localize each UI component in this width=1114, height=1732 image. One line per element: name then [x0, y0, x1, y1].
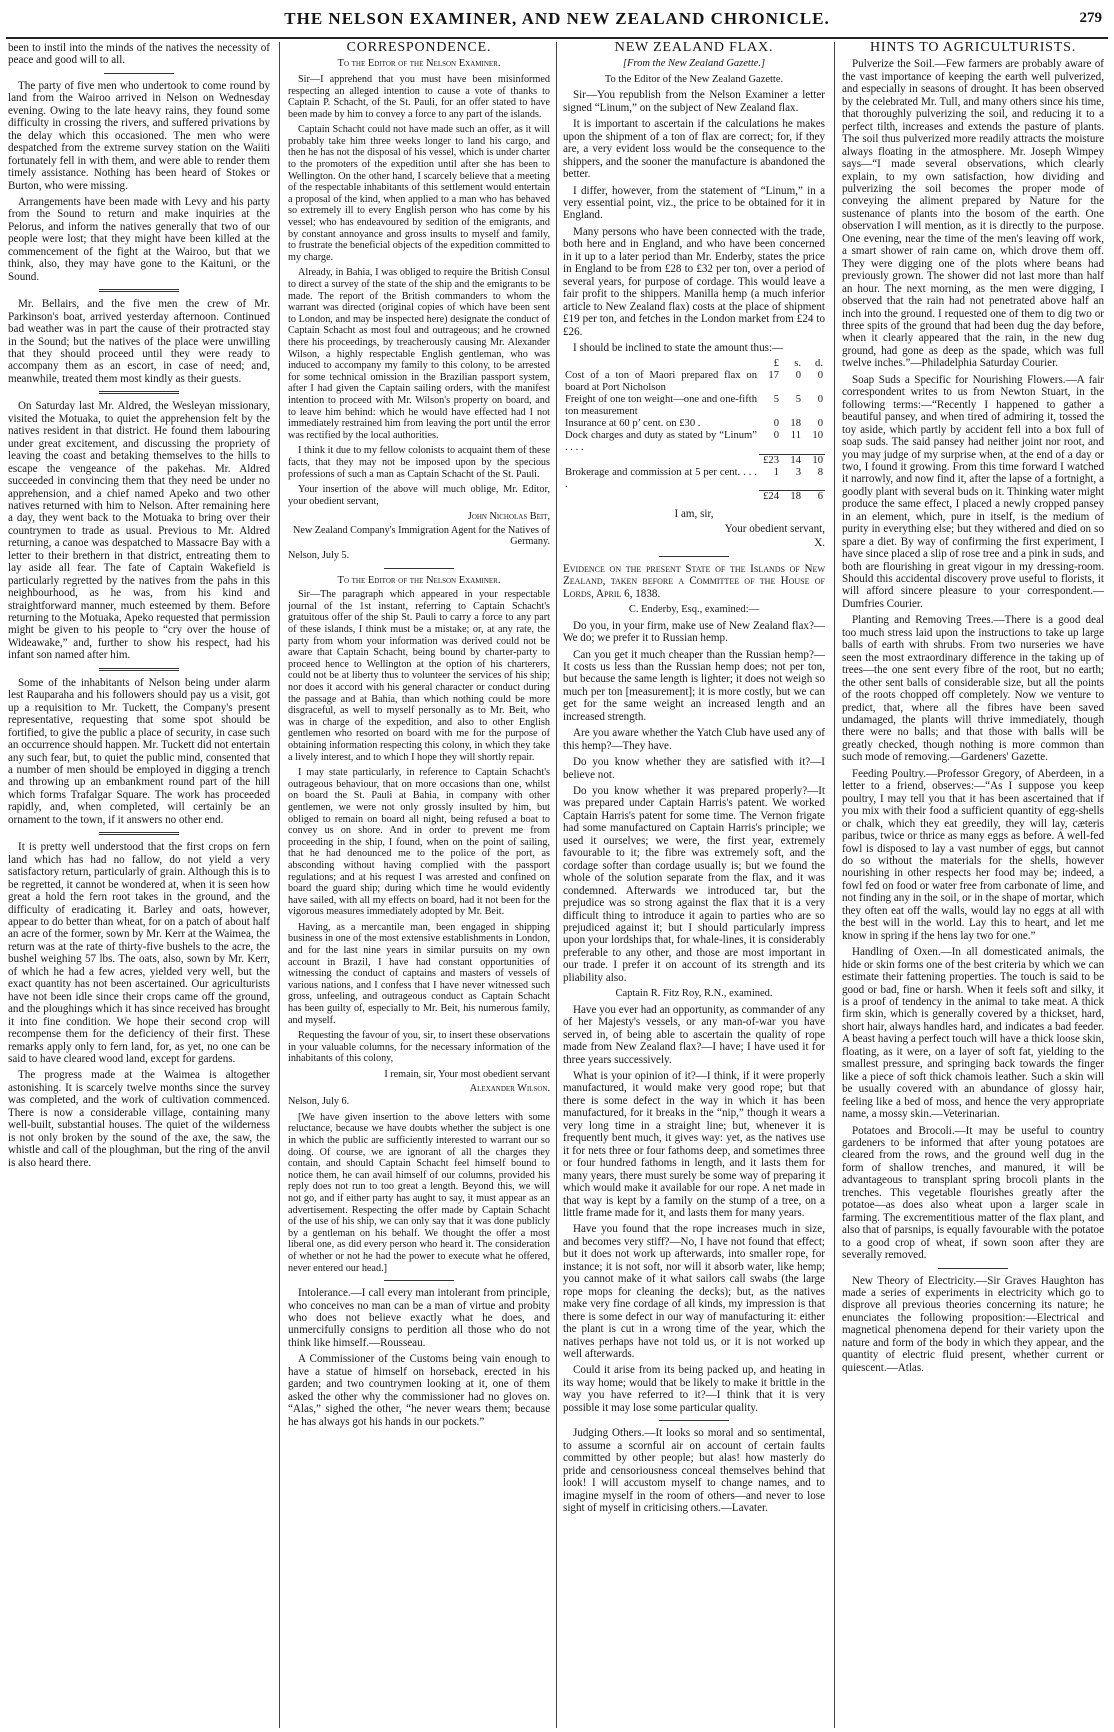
cost-pence: 0 [817, 370, 823, 382]
cost-row [563, 430, 825, 454]
evidence-heading: Evidence on the present State of the Islands of New Zealand, taken before a Committee of the House of Lords, April 6, 1838. [563, 562, 825, 600]
cost-row [563, 370, 825, 394]
letter-paragraph: I think it due to my fellow colonists to acquaint them of these facts, that they may not be imposed upon by the specious professions of such a man as Captain Schacht of the St. Pauli. [288, 445, 550, 480]
letter-signature: Alexander Wilson. [469, 1082, 550, 1094]
divider [384, 568, 454, 569]
letter-address: To the Editor of the Nelson Examiner. [337, 574, 501, 586]
quote-paragraph: Judging Others.—It looks so moral and so sentimental, to assume a scornful air on account of certain faults committed by other people; but alas! how masterly do pride and censoriousness conceal themselves behind that look! I will accustom myself to change names, and to imagine myself in the room of others—and never to lose sight of myself in criticising others.—Lavater. [563, 1427, 825, 1514]
section-heading: NEW ZEALAND FLAX. [614, 42, 774, 55]
evidence-paragraph: Do you know whether they are satisfied with it?—I believe not. [563, 756, 825, 781]
newspaper-columns [8, 42, 1108, 1728]
divider [104, 73, 174, 74]
divider [99, 832, 179, 835]
masthead [0, 0, 1114, 38]
cost-pounds: £24 [759, 491, 781, 504]
letter-paragraph: I differ, however, from the statement of “Linum,” in a very essential point, viz., the price to be obtained for it in England. [563, 184, 825, 222]
column-local-news [8, 42, 270, 1728]
hint-paragraph: Pulverize the Soil.—Few farmers are probably aware of the vast importance of keeping the earth well pulverized, and especially in seasons of drought. It has been observed by the celebrated Mr. Tull, and many others since his time, that thoroughly pulverizing the soil, and reducing it to a perfect tilth, increases and extends the pasture of plants. The soil thus pulverized more readily attracts the moisture always floating in the atmosphere. Mr. Joseph Wimpey says—“I made several observations, which clearly explain, to my own satisfaction, how dividing and pulverizing the soil becomes the proper mode of conveying the aliment prepared by Nature for the sustenance of plants into the bosom of the earth. One observation I will mention, as it is directly to the purpose. One evening, near the time of the men's leaving off work, a smart shower of rain came on, which drove them off. They were digging one of the plots where beans had previously grown. The shower did not last more than half an hour. The next morning, as the men were digging, I observed that the rain had not penetrated above half an inch into the ground. I requested one of them to dig two or three spits of the ground that had been dug the day before, when it clearly appeared that the rain, in the new dug ground, had gone as deep as the spade, which was full twelve inches.”—Philadelphia Saturday Courier. [842, 58, 1104, 370]
header-rule [6, 37, 1108, 39]
evidence-paragraph: Are you aware whether the Yatch Club have used any of this hemp?—They have. [563, 727, 825, 752]
letter-closing: I remain, sir, Your most obedient servant [384, 1069, 550, 1080]
letter-address: To the Editor of the New Zealand Gazette. [604, 73, 784, 85]
article-paragraph: Arrangements have been made with Levy and his party from the Sound to return and make inquiries at the Pelorus, and inform the natives generally that two of our people were lost; that they might have been killed at the commencement of the fight at the Wairoo, but that we think, also, they may have gone to the Kaituni, or the Sound. [8, 195, 270, 283]
cost-currency: £ [773, 358, 779, 370]
cost-pounds: 0 [773, 430, 779, 442]
hint-paragraph: New Theory of Electricity.—Sir Graves Haughton has made a series of experiments in electricity which go to disprove all previous theories concerning its nature; he enunciates the following proposition:—Electrical and magnetical phenomena depend for their variety upon the nature and form of the body in which they appear, and the quantity of electric fluid present, whether current or quiescent.—Atlas. [842, 1274, 1104, 1374]
article-paragraph: Mr. Bellairs, and the five men the crew of Mr. Parkinson's boat, arrived yesterday afternoon. Continued bad weather was in part the cause of their protracted stay in the Sound; but the natives of the place were unwilling that they should proceed until they were ready to accompany them as an escort, in case of need; and, meanwhile, treated them most kindly as their guests. [8, 298, 270, 385]
letter-paragraph: Your insertion of the above will much oblige, Mr. Editor, your obedient servant, [288, 484, 550, 507]
evidence-paragraph: Can you get it much cheaper than the Russian hemp?—It costs us less than the Russian hemp does; not per ton, but because the same length is lighter; it does not weigh so much per ton [measurement]; it is more costly, but we can get for the same weight an increased length and an increased strength. [563, 648, 825, 723]
cost-pounds: 5 [773, 394, 779, 406]
cost-shillings: 0 [795, 370, 801, 382]
cost-pence: 0 [817, 394, 823, 406]
letter-paragraph: It is important to ascertain if the calculations he makes upon the shipment of a ton of flax are correct; for, if they are, a very evident loss would be the consequence to the shippers, and the sooner the manufacture is abandoned the better. [563, 118, 825, 181]
page-number: 279 [1079, 10, 1102, 26]
cost-pence: 10 [803, 454, 825, 467]
letter-date: Nelson, July 5. [288, 550, 350, 562]
cost-row [563, 394, 825, 418]
anecdote-paragraph: A Commissioner of the Customs being vain enough to have a statue of himself on horseback, erected in his garden; and two countrymen looking at it, one of them asked the other why the commissioner had no gloves on. “Alas,” sighed the other, “he never wears them; because he has always got his hands in our pockets.” [288, 1353, 550, 1428]
cost-currency: d. [815, 358, 823, 370]
letter-closing: I am, sir, [674, 508, 714, 521]
hint-paragraph: Soap Suds a Specific for Nourishing Flowers.—A fair correspondent writes to us from Newton Stuart, in the following terms:—“Recently I happened to gather a beautiful pansey, and when tired of admiring it, tossed the toy aside, which partly by accident fell into a box full of soap suds. The said pansey had neither joint nor root, and you may judge of my surprise when, at the end of a day or two, I found it growing. From this time forward I watched it narrowly, and now find it, after the lapse of a fortnight, a goodly plant with several buds on it. Thinking water might produce the same effect, I placed a newly cropped pansey in an element, which, pure in itself, is the medium of purity in everything else; but they withered and died on so spare a diet. By way of confirming the first experiment, I have since placed a slip of rose tree and a pink in suds, and both are flourishing in great vigour in my dressing-room. Should this accidental discovery prove useful to florists, it will afford sincere pleasure to your correspondent.—Dumfries Courier. [842, 373, 1104, 610]
evidence-paragraph: Could it arise from its being packed up, and heating in its way home; would that be likely to make it brittle in the way you have referred to it?—I think that it is very possible it may lose some particular quality. [563, 1364, 825, 1414]
evidence-paragraph: Have you ever had an opportunity, as commander of any of her Majesty's vessels, or any man-of-war you have served in, of being able to ascertain the quality of rope made from New Zealand flax?—I have; I have used it for three years successively. [563, 1003, 825, 1066]
column-agriculture [842, 42, 1104, 1728]
hint-paragraph: Planting and Removing Trees.—There is a good deal too much stress laid upon the instructions to take up large balls of earth with shrubs. From two nurseries we have seen the most extraordinary difference in the taking up of trees—the one sent every fibre of the root, but no earth; the other sent balls of considerable size, but all the points of the roots chopped off completely. Now we venture to predict, that, where all the fibres have been saved undamaged, the plants will thrive immediately, though there were no balls; and that those with balls will be greatly checked, though nothing is more common than such mode of removing.—Gardeners' Gazette. [842, 614, 1104, 764]
column-flax [563, 42, 825, 1728]
letter-paragraph: Captain Schacht could not have made such an offer, as it will probably take him three weeks longer to land his cargo, and then he has not the disposal of his vessel, which is under charter to the promoters of the expedition until after she has been to Wellington. On the other hand, I scarcely believe that a meeting of the respectable inhabitants of this settlement would entertain a proposal of the kind, when applied to a man who has behaved so extremely ill to every English person who has come by his vessel; who has endeavoured by sedition of the emigrants, and by constant annoyance and gross insults to myself and family, to frustrate the beneficial objects of the expedition committed to my charge. [288, 124, 550, 263]
cost-item: Dock charges and duty as stated by “Linum” . . . . [565, 430, 757, 454]
cost-pence: 10 [812, 430, 823, 442]
letter-paragraph: Sir—The paragraph which appeared in your respectable journal of the 1st instant, referring to Captain Schacht's gratuitous offer of the ship St. Pauli to carry a force to any part of these islands, I think must be a mistake; or, at any rate, the party from whom your information was derived could not be aware that Captain Schacht, being bound by charter-party to proceed hence to Wellington at the option of his charterers, could not be at liberty thus to volunteer the services of his ship; nor does it accord with his general character or conduct during the passage and at Bahia, than which nothing could be more disgraceful, as well to myself personally as to Mr. Beit, who was in charge of the expedition, and also to other English gentlemen who resorted on board with me for the purpose of obtaining information respecting this colony, in which they take a lively interest, and to which I hope they will shortly repair. [288, 589, 550, 763]
divider [99, 391, 179, 394]
column-divider [556, 42, 557, 1728]
cost-total-row [563, 491, 825, 504]
cost-pence: 6 [803, 491, 825, 504]
witness-name: C. Enderby, Esq., examined:— [628, 604, 760, 616]
source-line: [From the New Zealand Gazette.] [622, 58, 766, 70]
cost-row [563, 467, 825, 491]
divider [938, 1268, 1008, 1269]
cost-shillings: 18 [781, 491, 803, 504]
hint-paragraph: Handling of Oxen.—In all domesticated animals, the hide or skin forms one of the best criteria by which we can estimate their fattening properties. The touch is said to be good or bad, fine or harsh. When it feels soft and silky, it is a proof of tendency in the animal to take meat. A thick firm skin, which is generally covered by a thickset, hard, short hair, always handles hard, and indicates a bad feeder. A beast having a perfect touch will have a thick loose skin, floating, as it were, on a layer of soft fat, yielding to the smallest pressure, and springing back towards the finger like a piece of soft thick chamois leather. Such a skin will be usually covered with an abundance of glossy hair, feeling like a bed of moss, and hence the very appropriate name, a mossy skin.—Veterinarian. [842, 946, 1104, 1121]
cost-item: Freight of one ton weight—one and one-fifth ton measurement [565, 394, 757, 418]
cost-pence: 0 [817, 418, 823, 430]
cost-table [563, 358, 825, 503]
quote-paragraph: Intolerance.—I call every man intolerant from principle, who conceives no man can be a man of virtue and probity who does not believe exactly what he does, and unmercifully consigns to perdition all those who do not think like himself.—Rousseau. [288, 1287, 550, 1349]
cost-pounds: 1 [773, 466, 779, 478]
letter-paragraph: Sir—I apprehend that you must have been misinformed respecting an alleged intention to cause a vote of thanks to Captain P. Schacht, of the St. Pauli, for an offer stated to have been made by him to convey a force to any part of the islands. [288, 73, 550, 120]
cost-pounds: 17 [768, 370, 779, 382]
letter-paragraph: I may state particularly, in reference to Captain Schacht's outrageous behaviour, that on more occasions than one, whilst on board the St. Pauli at Bahia, in company with other gentlemen, we were not only grossly insulted by him, but obliged to remain on board all night, being refused a boat to convey us on shore. And in order to prevent me from proceeding in the ship, I found, when on the point of sailing, that he had denounced me to the police of the port, as absconding without having complied with the passport regulations; and at his request I was arrested and confined on board the guard ship; during which time he would evidently have sailed, with all my effects on board, had it not been for the vigorous measures immediately adopted by Mr. Beit. [288, 767, 550, 918]
cost-item: Insurance at 60 p’ cent. on £30 . [565, 418, 701, 430]
article-paragraph: The party of five men who undertook to come round by land from the Wairoo arrived in Nelson on Wednesday evening. Owing to the late heavy rains, they found some difficulty in crossing the rivers, and suffered privations by the delay which this occasioned. The men who were despatched from the extreme survey station on the Waiiti fortunately fell in with them, and were able to render them timely assistance. Nothing has been heard of Stokes or Burton, who were missing. [8, 79, 270, 192]
cost-shillings: 14 [781, 454, 803, 467]
hint-paragraph: Potatoes and Brocoli.—It may be useful to country gardeners to be informed that after young potatoes are cleared from the rows, and the ground well dug in the form of shallow trenches, and manured, it will be advantageous to transplant spring brocoli plants in the trenches. This vegetable flourishes greatly after the potatoe—as does also wheat upon a larger scale in farming. The excrementitious matter of the flax plant, and also that of parsnips, is equally favourable with the potatoe to a good crop of wheat, if sown soon after they are severally removed. [842, 1124, 1104, 1262]
evidence-paragraph: What is your opinion of it?—I think, if it were properly manufactured, it would make very good rope; but that there is some defect in the way in which it has been manufactured, for it breaks in the “nip,” though it wears a very long time in a straight line; but, whenever it is frequently bent much, it gives way: yet, as the natives use it for nets three or four fathoms deep, and sometimes three or four hundred fathoms in length, and it lasts them for many years, there must surely be some way of preparing it which would make it available for our rope. A net made in that way is kept by a family on the stump of a tree, on a little frame made for it, and lasts them for many years. [563, 1070, 825, 1219]
cost-pence: 8 [817, 466, 823, 478]
divider [99, 289, 179, 292]
cost-pounds: 0 [773, 418, 779, 430]
evidence-paragraph: Have you found that the rope increases much in size, and becomes very stiff?—No, I have not found that effect; but it does not work up afterwards, into smaller rope, for instance; it is not soft, nor will it absorb water, like hemp; you cannot make of it what sailors call swabs (the large rope mops for cleaning the decks); but, as the natives make very fine cordage of all kinds, my impression is that there is some defect in our way of manufacturing it: either the plant is cut in a wrong time of the year, which the natives perhaps have not told us, or it is not worked up well afterwards. [563, 1223, 825, 1360]
section-heading: HINTS TO AGRICULTURISTS. [869, 42, 1077, 55]
letter-signature-title: New Zealand Company's Immigration Agent for the Natives of Germany. [292, 524, 550, 548]
letter-paragraph: Having, as a mercantile man, been engaged in shipping business in one of the most extensive establishments in London, and for the last nine years in similar pursuits on my own account in Brazil, I have had constant opportunities of witnessing the conduct of captains and masters of vessels of various nations, and I confess that I have never witnessed such gross, unfeeling, and outrageous conduct as Captain Schacht has been guilty of, especially to Mr. Beit, his numerous family, and myself. [288, 921, 550, 1026]
hint-paragraph: Feeding Poultry.—Professor Gregory, of Aberdeen, in a letter to a friend, observes:—“As I suppose you keep poultry, I may tell you that it has been ascertained that if you mix with their food a sufficient quantity of egg-shells or chalk, which they eat greedily, they will lay, cæteris paribus, twice or thrice as many eggs as before. A well-fed fowl is disposed to lay a vast number of eggs, but cannot do so without the materials for the shells, however nourishing in other respects her food may be; indeed, a fowl fed on food or water free from carbonate of lime, and not finding any in the soil, or in the shape of mortar, which they often eat off the walls, would lay no eggs at all with the best will in the world. Lay this to heart, and let me know in spring if the hens lay two for one.” [842, 767, 1104, 942]
column-correspondence [288, 42, 550, 1728]
cost-shillings: 5 [795, 394, 801, 406]
editorial-note: [We have given insertion to the above letters with some reluctance, because we have doubts whether the subject is one in which the public are sufficiently interested to warrant our so doing. Of course, we are ignorant of all the charges they contain, and should Captain Schacht feel himself bound to notice them, he can avail himself of our columns, provided his reply does not run to too great a length. Beyond this, we will not go, and if either party has aught to say, it must appear as an advertisement. Respecting the offer made by Captain Schacht of the use of his ship, we can only say that it was done publicly by a gentleman on his behalf. We thought the offer a most liberal one, as did every person who heard it. The consideration of whether or not he had the power to execute what he offered, never entered our head.] [288, 1111, 550, 1274]
divider [659, 1420, 729, 1421]
letter-paragraph: Requesting the favour of you, sir, to insert these observations in your valuable columns, for the necessary information of the inhabitants of this colony, [288, 1030, 550, 1065]
letter-paragraph: I should be inclined to state the amount thus:— [573, 341, 784, 354]
cost-header-row [563, 358, 825, 370]
divider [659, 556, 729, 557]
letter-date: Nelson, July 6. [288, 1096, 350, 1108]
letter-paragraph: Sir—You republish from the Nelson Examiner a letter signed “Linum,” on the subject of New Zealand flax. [563, 89, 825, 114]
evidence-paragraph: Do you know whether it was prepared properly?—It was prepared under Captain Harris's patent. We worked Captain Harris's patent for some time. The Vernon frigate had some manufactured on Captain Harris's principle; we used it ourselves; we were, the first year, extremely favourable to it; the fibre was extremely soft, and the cordage softer than cordage usually is; but we found the whole of the solution separate from the flax, and it was condemned. Afterwards we introduced tar, but the prejudice was so strong against the flax that it is a very difficult thing to introduce it again to parties who are so prejudiced against it; but I should particularly impress upon your lordships that, for whale-lines, it is considerably preferable to any other, and those are most important in our trade. I prefer it on account of its strength and its pliability also. [563, 785, 825, 984]
letter-signature: X. [814, 537, 825, 550]
section-heading: CORRESPONDENCE. [346, 42, 492, 55]
letter-paragraph: Already, in Bahia, I was obliged to require the British Consul to direct a survey of the state of the ship and the emigrants to be made. The report of the British commanders to whom the warrant was directed (original copies of which have been sent to London, and may be inspected here) designate the conduct of Captain Schacht as most foul and outrageous; and he crowned there his proceedings, by treacherously causing Mr. Alexander Wilson, a highly respectable English gentleman, who was induced to accompany my family to this colony, to be arrested for some technical omission in the Brazilian passport system, after I had given the Captain sailing orders, with the manifest intention to proceed with Mr. Wilson's property on board, and to leave him behind: which he would have effected had I not immediately restrained him from leaving the port until the error was rectified by the local authorities. [288, 267, 550, 441]
article-paragraph: been to instil into the minds of the natives the necessity of peace and good will to all. [8, 42, 270, 67]
evidence-paragraph: Do you, in your firm, make use of New Zealand flax?—We do; we prefer it to Russian hemp. [563, 619, 825, 645]
witness-name: Captain R. Fitz Roy, R.N., examined. [615, 988, 773, 1000]
cost-shillings: 11 [790, 430, 801, 442]
cost-subtotal-row [563, 454, 825, 467]
article-paragraph: On Saturday last Mr. Aldred, the Wesleyan missionary, visited the Motuaka, to quiet the apprehension felt by the natives resident in that district. He found them labouring under great excitement, and discussing the propriety of leaving the coast and betaking themselves to the hills to escape the vengeance of the pakehas. Mr. Aldred succeeded in convincing them that they need be under no apprehension, and a chief named Apeko and two other natives returned with him to Nelson. After remaining here a day, they went back to the Motuaka to bring over their countrymen to trade as usual. Previous to Mr. Aldred returning, a canoe was despatched to Massacre Bay with a letter to their brethern in that district, entreating them to lay aside all fear. The fate of Captain Wakefield is particularly regretted by the natives from the pahs in this neighbourhood, as he was, from his kind and straightforward manner, much esteemed by them. Before returning to the Motuaka, Apeko requested that permission might be given to his people to “cry over the house of Wideawake,” and, further to show his respect, had his infant son named after him. [8, 400, 270, 662]
divider [99, 668, 179, 671]
cost-pounds: £23 [759, 454, 781, 467]
article-paragraph: Some of the inhabitants of Nelson being under alarm lest Rauparaha and his followers should pay us a visit, got up a requisition to Mr. Tuckett, the Company's present representative, requesting that some spot should be fortified, to give the public a place of security, in case such an occurrence should happen. Mr. Tuckett did not entertain any such fear, but, to quiet the public mind, consented that a number of men should be employed in digging a trench and throwing up an embankment round part of the hill which forms Trafalgar Square. The work has proceeded rapidly, and, when completed, will certainly be an ornament to the town, if it answers no other end. [8, 676, 270, 826]
letter-closing: Your obedient servant, [724, 522, 825, 535]
letter-signature: John Nicholas Beit, [467, 511, 550, 523]
letter-paragraph: Many persons who have been connected with the trade, both here and in England, and who have been concerned in it up to a later period than Mr. Enderby, states the price in England to be from £28 to £32 per ton, over a period of several years, for purpose of cordage. This would leave a fair profit to the shippers. Manilla hemp (a much inferior article to New Zealand flax) costs at the place of shipment £19 per ton, and fetches in the London market from £24 to £26. [563, 225, 825, 338]
column-divider [834, 42, 835, 1728]
cost-row [563, 418, 825, 430]
cost-item: Cost of a ton of Maori prepared flax on board at Port Nicholson [565, 370, 757, 394]
newspaper-title: THE NELSON EXAMINER, AND NEW ZEALAND CHRONICLE. [284, 9, 830, 28]
cost-shillings: 18 [790, 418, 801, 430]
article-paragraph: The progress made at the Waimea is altogether astonishing. It is scarcely twelve months since the survey was completed, and the work of cultivation commenced. There is now a considerable village, containing many well-built, substantial houses. The quiet of the wilderness is not only broken by the sound of the axe, the saw, the whistle and call of the ploughman, but the ring of the anvil is also heard there. [8, 1069, 270, 1169]
cost-shillings: 3 [795, 466, 801, 478]
letter-address: To the Editor of the Nelson Examiner. [337, 58, 501, 70]
cost-item: Brokerage and commission at 5 per cent. . . . . [565, 466, 757, 490]
column-divider [279, 42, 280, 1728]
cost-currency: s. [794, 358, 801, 370]
article-paragraph: It is pretty well understood that the first crops on fern land which has had no fallow, do not yield a very satisfactory return, particularly of grain. Although this is to be regretted, it cannot be wondered at, when it is seen how great a hold the fern root takes in the ground, and the difficulty of eradicating it. Barley and oats, however, appear to do better than wheat, for on a patch of about half an acre of the former, sown by Mr. Kerr at the Waimea, the return was at the rate of thirty-five bushels to the acre, the bushel weighing 57 lbs. The oats, also, sown by Mr. Kerr, of which he had a few acres, yielded very well, but the exact quantity has not been ascertained. Our agriculturists have not been idle since their crops came off the ground, and the ploughings which it has since received has brought it into fine condition. We hope their second crop will recompense them for the deficiency of their first. These remarks apply only to fern land, for, as yet, no one can be said to have cleared wood land, except for gardens. [8, 841, 270, 1065]
divider [384, 1280, 454, 1281]
